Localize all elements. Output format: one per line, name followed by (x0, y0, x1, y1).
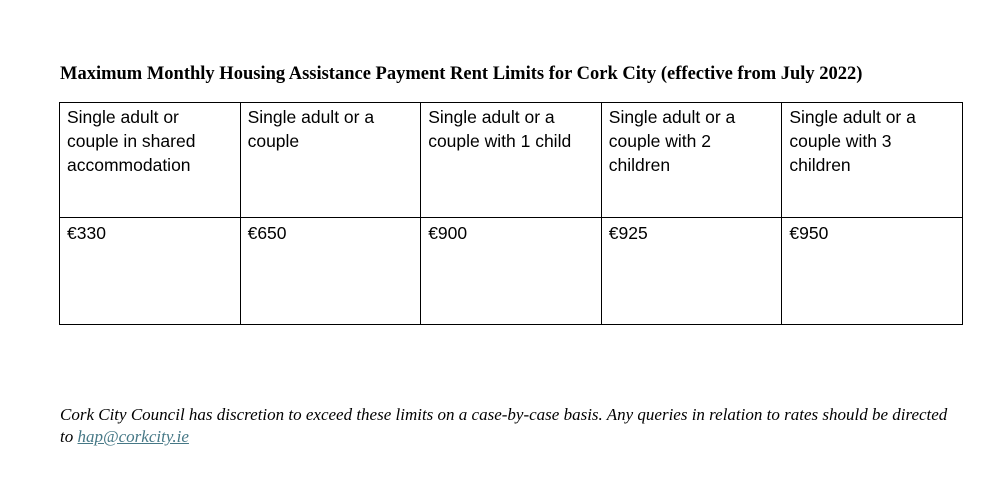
value-cell-shared-accommodation: €330 (60, 218, 241, 325)
value-cell-single-or-couple: €650 (240, 218, 421, 325)
header-cell-single-or-couple: Single adult or a couple (240, 103, 421, 218)
header-cell-1-child: Single adult or a couple with 1 child (421, 103, 602, 218)
discretion-note (60, 404, 950, 448)
header-cell-3-children: Single adult or a couple with 3 children (782, 103, 963, 218)
header-cell-2-children: Single adult or a couple with 2 children (601, 103, 782, 218)
value-cell-2-children: €925 (601, 218, 782, 325)
header-cell-shared-accommodation: Single adult or couple in shared accommodation (60, 103, 241, 218)
email-link[interactable]: hap@corkcity.ie (77, 427, 189, 446)
rent-limits-table (59, 102, 963, 325)
page-title: Maximum Monthly Housing Assistance Payment Rent Limits for Cork City (effective from July 2022) (60, 64, 863, 84)
value-cell-1-child: €900 (421, 218, 602, 325)
table-header-row (60, 103, 963, 218)
value-cell-3-children: €950 (782, 218, 963, 325)
table-row (60, 218, 963, 325)
note-text: Cork City Council has discretion to exceed these limits on a case-by-case basis. Any queries in relation to rates should be directed to (60, 405, 948, 446)
